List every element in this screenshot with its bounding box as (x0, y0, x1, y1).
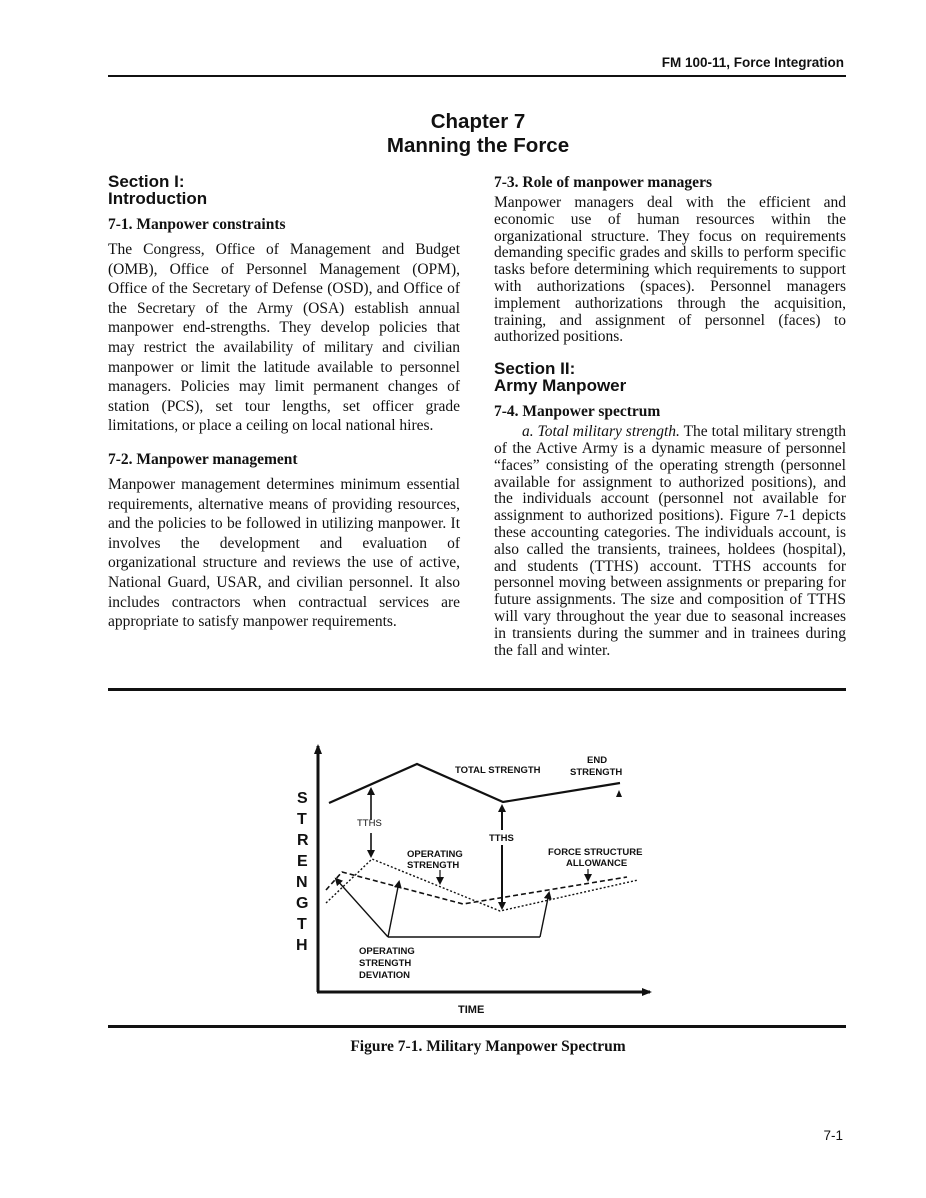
svg-text:G: G (296, 895, 309, 912)
section-2-title: Army Manpower (494, 376, 627, 396)
para-7-4-heading: 7-4. Manpower spectrum (494, 403, 661, 421)
force-structure-allowance-line (326, 872, 627, 904)
svg-text:H: H (296, 937, 308, 954)
chapter-number: Chapter 7 (430, 110, 526, 133)
tths-right-label: TTHS (489, 833, 514, 844)
section-2-label: Section II: (494, 359, 576, 379)
end-strength-marker (616, 790, 622, 797)
section-1-title: Introduction (108, 189, 208, 208)
svg-text:N: N (296, 874, 308, 891)
end-strength-label-1: END (587, 755, 608, 766)
deviation-label-2: STRENGTH (359, 958, 412, 969)
force-structure-label-1: FORCE STRUCTURE (548, 847, 643, 858)
para-7-2-heading: 7-2. Manpower management (108, 450, 298, 468)
para-7-4-body: The total military strength of the Active Army is a dynamic measure of personnel “faces” consisting of the operating strength (personnel available for assignment to authorized positions), and the individuals account (personnel not available for assignment to authorized positions). Figure 7-1 depicts these accounting categories. The individuals account, is also called the transients, trainees, holdees (hospital), and students (TTHS) account. TTHS accounts for personnel moving between assignments or preparing for future assignments. The size and composition of TTHS will vary throughout the year due to seasonal increases in transients during the summer and in trainees during the fall and winter. (494, 423, 846, 659)
svg-text:S: S (297, 790, 308, 807)
y-axis-label (296, 790, 309, 954)
svg-text:E: E (297, 853, 308, 870)
operating-strength-label-2: STRENGTH (407, 860, 460, 871)
page-number: 7-1 (823, 1128, 843, 1143)
svg-text:T: T (297, 916, 307, 933)
running-head: FM 100-11, Force Integration (661, 55, 844, 70)
deviation-label-1: OPERATING (359, 946, 415, 957)
para-7-1-heading: 7-1. Manpower constraints (108, 216, 286, 233)
end-strength-label-2: STRENGTH (570, 767, 623, 778)
para-7-4-sublabel: a. Total military strength. (522, 423, 680, 441)
para-7-2-text: Manpower management determines minimum essential requirements, alternative means of providing resources, and the policies to be followed in utilizing manpower. It involves the development and evaluation of organizational structure and reviews the use of active, National Guard, USAR, and civilian personnel. It also includes contractors when contractual services are appropriate to satisfy manpower requirements. (108, 475, 460, 631)
chapter-name: Manning the Force (386, 134, 570, 157)
tths-left-label: TTHS (357, 818, 382, 829)
svg-text:T: T (297, 811, 307, 828)
para-7-3-text: Manpower managers deal with the efficient and economic use of human resources within the organizational structure. They focus on requirements demanding specific grades and skills to perform specific tasks before determining which requirements to support with authorizations (spaces). Personnel managers implement authorizations through the acquisition, training, and assignment of personnel (faces) to authorized positions. (494, 194, 846, 346)
para-7-3-heading: 7-3. Role of manpower managers (494, 174, 712, 191)
svg-text:R: R (297, 832, 309, 849)
section-1-label: Section I: (108, 172, 185, 191)
deviation-label-3: DEVIATION (359, 970, 411, 981)
total-strength-label: TOTAL STRENGTH (455, 765, 541, 776)
figure-bottom-rule (108, 1025, 846, 1028)
x-axis-label: TIME (458, 1004, 485, 1016)
force-structure-label-2: ALLOWANCE (566, 858, 628, 869)
operating-strength-label-1: OPERATING (407, 849, 463, 860)
figure-caption: Figure 7-1. Military Manpower Spectrum (350, 1038, 626, 1055)
para-7-1-text: The Congress, Office of Management and Budget (OMB), Office of Personnel Management (OPM), Office of the Secretary of Defense (OSD), and Office of the Secretary of the Army (OSA) establish annual manpower end-strengths. They develop policies that may restrict the availability of military and civilian manpower or limit the latitude available to personnel managers. Policies may limit permanent changes of station (PCS), set tour lengths, set officer grade limitations, or place a ceiling on local national hires. (108, 241, 460, 435)
